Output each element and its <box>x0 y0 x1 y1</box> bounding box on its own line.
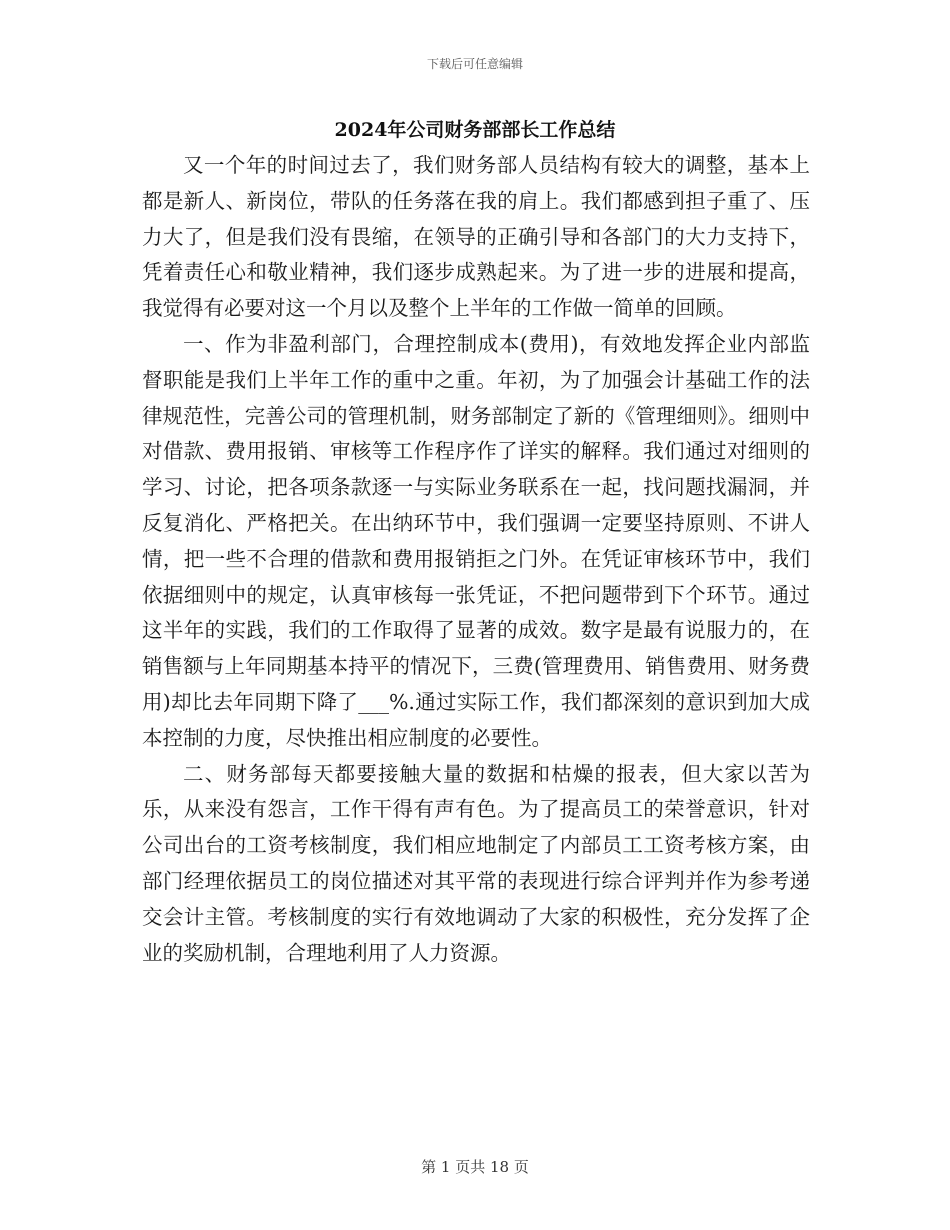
paragraph-section-2: 二、财务部每天都要接触大量的数据和枯燥的报表，但大家以苦为乐，从来没有怨言，工作干得有声有色。为了提高员工的荣誉意识，针对公司出台的工资考核制度，我们相应地制定了内部员工工资考核方案，由部门经理依据员工的岗位描述对其平常的表现进行综合评判并作为参考递交会计主管。考核制度的实行有效地调动了大家的积极性，充分发挥了企业的奖励机制，合理地利用了人力资源。 <box>142 761 810 965</box>
paragraph-section-1: 一、作为非盈利部门，合理控制成本(费用)，有效地发挥企业内部监督职能是我们上半年工作的重中之重。年初，为了加强会计基础工作的法律规范性，完善公司的管理机制，财务部制定了新的《管理细则》。细则中对借款、费用报销、审核等工作程序作了详实的解释。我们通过对细则的学习、讨论，把各项条款逐一与实际业务联系在一起，找问题找漏洞，并反复消化、严格把关。在出纳环节中，我们强调一定要坚持原则、不讲人情，把一些不合理的借款和费用报销拒之门外。在凭证审核环节中，我们依据细则中的规定，认真审核每一张凭证，不把问题带到下个环节。通过这半年的实践，我们的工作取得了显著的成效。数字是最有说服力的，在销售额与上年同期基本持平的情况下，三费(管理费用、销售费用、财务费用)却比去年同期下降了___%.通过实际工作，我们都深刻的意识到加大成本控制的力度，尽快推出相应制度的必要性。 <box>142 331 810 750</box>
paragraph-intro: 又一个年的时间过去了，我们财务部人员结构有较大的调整，基本上都是新人、新岗位，带队的任务落在我的肩上。我们都感到担子重了、压力大了，但是我们没有畏缩，在领导的正确引导和各部门的大力支持下，凭着责任心和敬业精神，我们逐步成熟起来。为了进一步的进展和提高，我觉得有必要对这一个月以及整个上半年的工作做一简单的回顾。 <box>142 153 810 321</box>
document-title: 2024年公司财务部部长工作总结 <box>334 119 616 141</box>
document-body <box>142 148 810 971</box>
page-number: 第 1 页共 18 页 <box>421 1158 529 1176</box>
header-note: 下载后可任意编辑 <box>426 57 523 71</box>
